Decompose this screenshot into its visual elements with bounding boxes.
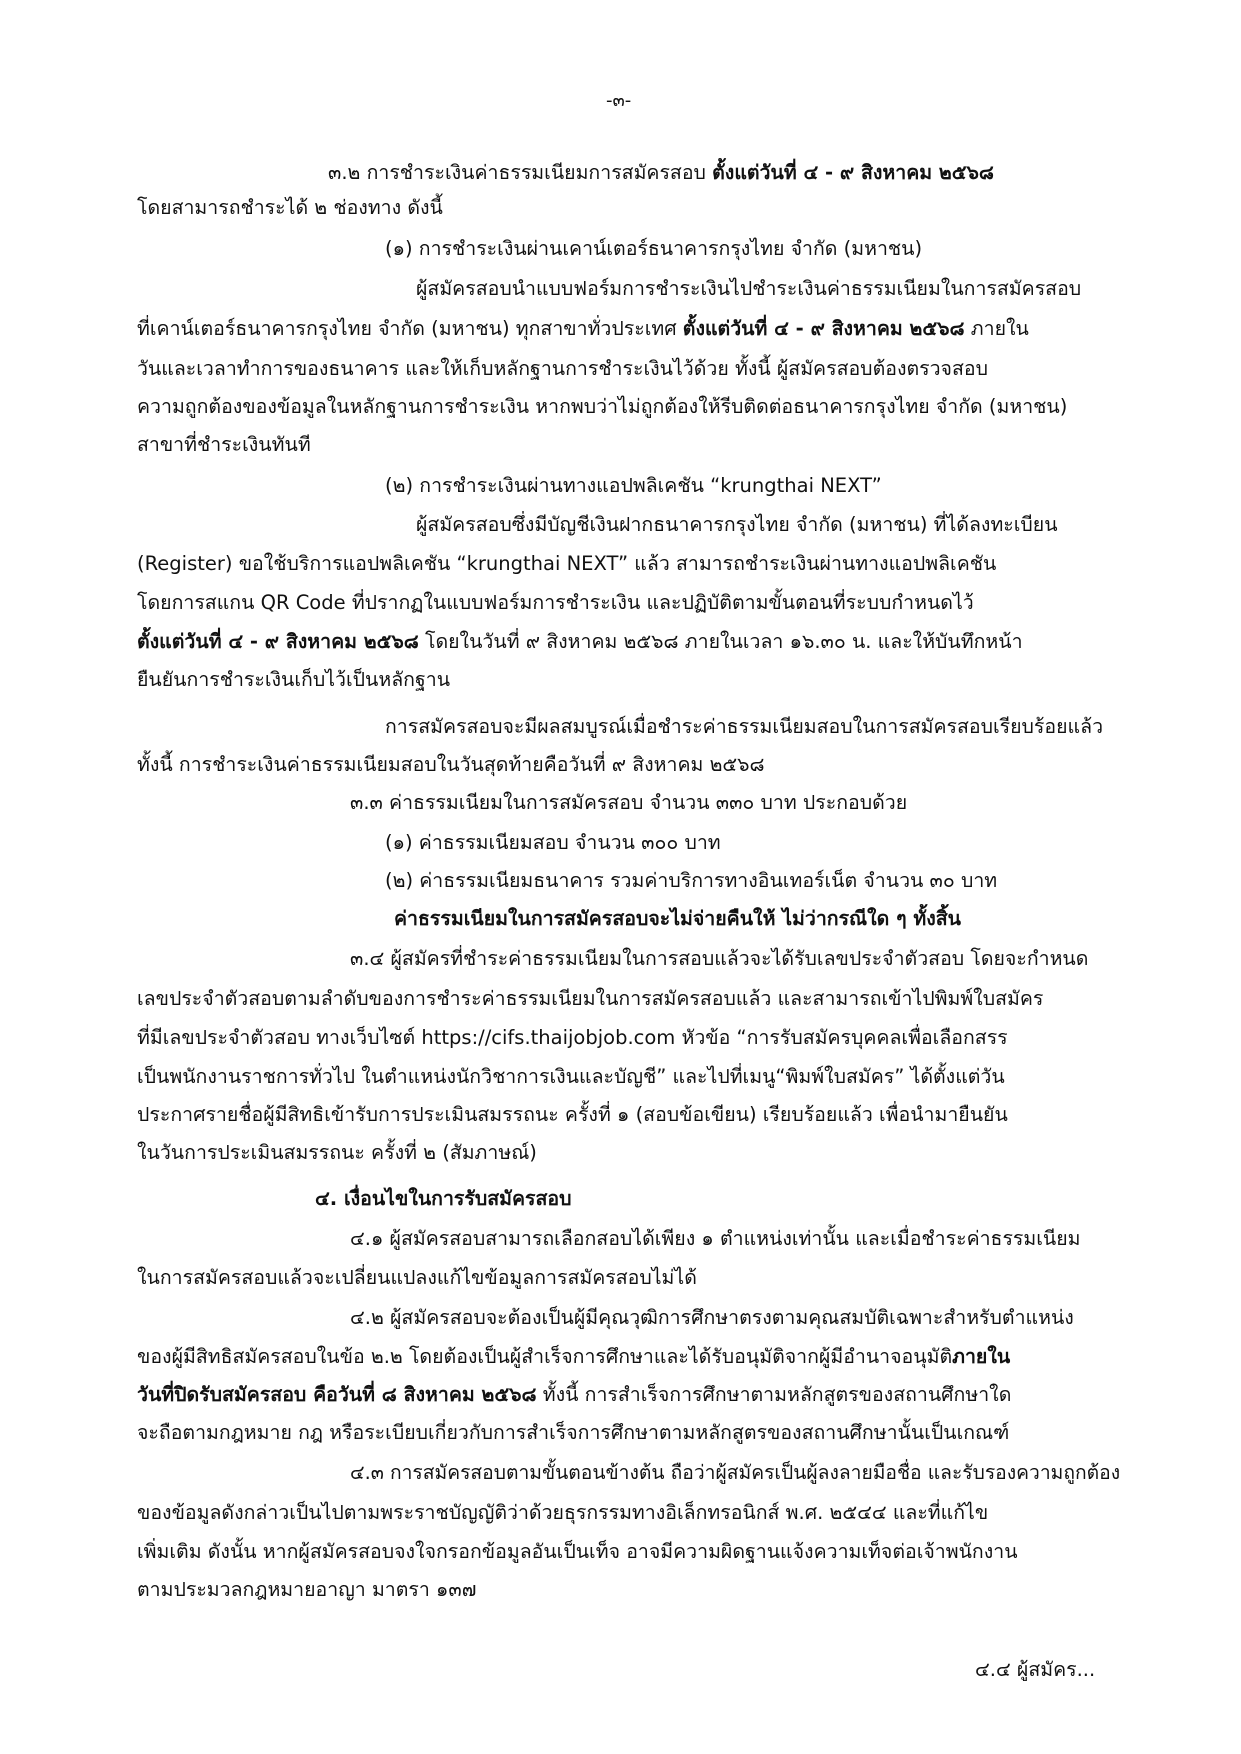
- section-4-3-line-2: ของข้อมูลดังกล่าวเป็นไปตามพระราชบัญญัติว่าด้วยธุรกรรมทางอิเล็กทรอนิกส์ พ.ศ. ๒๕๔๔ และที่แก้ไข: [137, 1501, 989, 1524]
- section-3-3-title: ๓.๓ ค่าธรรมเนียมในการสมัครสอบ จำนวน ๓๓๐ บาท ประกอบด้วย: [350, 791, 908, 814]
- completion-note-line-2: ทั้งนี้ การชำระเงินค่าธรรมเนียมสอบในวันสุดท้ายคือวันที่ ๙ สิงหาคม ๒๕๖๘: [137, 753, 765, 776]
- continuation-marker: ๔.๔ ผู้สมัคร...: [975, 1658, 1096, 1681]
- channel-2-dates: ตั้งแต่วันที่ ๔ - ๙ สิงหาคม ๒๕๖๘: [137, 630, 419, 653]
- section-3-4-line-2: เลขประจำตัวสอบตามลำดับของการชำระค่าธรรมเนียมในการสมัครสอบแล้ว และสามารถเข้าไปพิมพ์ใบสมัคร: [137, 987, 1044, 1010]
- section-4-1-line-1: ๔.๑ ผู้สมัครสอบสามารถเลือกสอบได้เพียง ๑ ตำแหน่งเท่านั้น และเมื่อชำระค่าธรรมเนียม: [350, 1227, 1081, 1250]
- section-3-4-line-6: ในวันการประเมินสมรรถนะ ครั้งที่ ๒ (สัมภาษณ์): [137, 1141, 537, 1164]
- section-3-2-dates: ตั้งแต่วันที่ ๔ - ๙ สิงหาคม ๒๕๖๘: [712, 161, 994, 184]
- channel-2-line-1: ผู้สมัครสอบซึ่งมีบัญชีเงินฝากธนาคารกรุงไทย จำกัด (มหาชน) ที่ได้ลงทะเบียน: [416, 513, 1058, 536]
- section-4-1-line-2: ในการสมัครสอบแล้วจะเปลี่ยนแปลงแก้ไขข้อมูลการสมัครสอบไม่ได้: [137, 1266, 697, 1289]
- channel-2-line-3: โดยการสแกน QR Code ที่ปรากฏในแบบฟอร์มการชำระเงิน และปฏิบัติตามขั้นตอนที่ระบบกำหนดไว้: [137, 591, 974, 614]
- fee-item-1: (๑) ค่าธรรมเนียมสอบ จำนวน ๓๐๐ บาท: [385, 831, 721, 854]
- channel-2-text: โดยในวันที่ ๙ สิงหาคม ๒๕๖๘ ภายในเวลา ๑๖.๓๐ น. และให้บันทึกหน้า: [418, 630, 1023, 653]
- section-4-3-line-4: ตามประมวลกฎหมายอาญา มาตรา ๑๓๗: [137, 1578, 477, 1601]
- channel-1-text: ที่เคาน์เตอร์ธนาคารกรุงไทย จำกัด (มหาชน) ทุกสาขาทั่วประเทศ: [137, 317, 683, 340]
- section-4-2-line-1: ๔.๒ ผู้สมัครสอบจะต้องเป็นผู้มีคุณวุฒิการศึกษาตรงตามคุณสมบัติเฉพาะสำหรับตำแหน่ง: [350, 1306, 1074, 1329]
- channel-2-line-2: (Register) ขอใช้บริการแอปพลิเคชัน “krungthai NEXT” แล้ว สามารถชำระเงินผ่านทางแอปพลิเคชัน: [137, 552, 997, 575]
- section-3-2-line-1: [328, 160, 994, 186]
- non-refundable-warning: ค่าธรรมเนียมในการสมัครสอบจะไม่จ่ายคืนให้ ไม่ว่ากรณีใด ๆ ทั้งสิ้น: [394, 907, 961, 930]
- section-3-2-title: ๓.๒ การชำระเงินค่าธรรมเนียมการสมัครสอบ: [328, 161, 713, 184]
- closing-date: วันที่ปิดรับสมัครสอบ คือวันที่ ๘ สิงหาคม ๒๕๖๘: [137, 1383, 537, 1406]
- channel-1-text-end: ภายใน: [964, 317, 1029, 340]
- channel-1-dates: ตั้งแต่วันที่ ๔ - ๙ สิงหาคม ๒๕๖๘: [682, 317, 965, 340]
- channel-1-line-2: [137, 316, 1029, 342]
- section-4-2-line-3: [137, 1382, 1011, 1408]
- section-4-3-line-3: เพิ่มเติม ดังนั้น หากผู้สมัครสอบจงใจกรอกข้อมูลอันเป็นเท็จ อาจมีความผิดฐานแจ้งความเท็จต่อเจ้าพนักงาน: [137, 1540, 1018, 1563]
- section-3-4-line-5: ประกาศรายชื่อผู้มีสิทธิเข้ารับการประเมินสมรรถนะ ครั้งที่ ๑ (สอบข้อเขียน) เรียบร้อยแล้ว เพื่อนำมายืนยัน: [137, 1103, 1008, 1126]
- section-4-heading: ๔. เงื่อนไขในการรับสมัครสอบ: [315, 1187, 572, 1210]
- page-number: -๓-: [606, 90, 632, 111]
- section-4-2-text: ของผู้มีสิทธิสมัครสอบในข้อ ๒.๒ โดยต้องเป็นผู้สำเร็จการศึกษาและได้รับอนุมัติจากผู้มีอำนาจอนุมัติ: [137, 1345, 953, 1368]
- channel-2-line-4: [137, 629, 1023, 655]
- channel-1-line-5: สาขาที่ชำระเงินทันที: [137, 433, 311, 456]
- channel-1-title: (๑) การชำระเงินผ่านเคาน์เตอร์ธนาคารกรุงไทย จำกัด (มหาชน): [385, 237, 923, 260]
- channel-2-title: (๒) การชำระเงินผ่านทางแอปพลิเคชัน “krungthai NEXT”: [385, 474, 882, 497]
- channel-1-line-3: วันและเวลาทำการของธนาคาร และให้เก็บหลักฐานการชำระเงินไว้ด้วย ทั้งนี้ ผู้สมัครสอบต้องตรวจสอบ: [137, 357, 988, 380]
- section-4-2-text-cont: ทั้งนี้ การสำเร็จการศึกษาตามหลักสูตรของสถานศึกษาใด: [536, 1383, 1012, 1406]
- completion-note-line-1: การสมัครสอบจะมีผลสมบูรณ์เมื่อชำระค่าธรรมเนียมสอบในการสมัครสอบเรียบร้อยแล้ว: [385, 715, 1104, 738]
- channel-1-line-4: ความถูกต้องของข้อมูลในหลักฐานการชำระเงิน หากพบว่าไม่ถูกต้องให้รีบติดต่อธนาคารกรุงไทย จำกัด (มหาชน): [137, 395, 1068, 418]
- section-4-2-line-4: จะถือตามกฎหมาย กฎ หรือระเบียบเกี่ยวกับการสำเร็จการศึกษาตามหลักสูตรของสถานศึกษานั้นเป็นเกณฑ์: [137, 1421, 1010, 1444]
- channel-2-line-5: ยืนยันการชำระเงินเก็บไว้เป็นหลักฐาน: [137, 668, 451, 691]
- section-4-3-line-1: ๔.๓ การสมัครสอบตามขั้นตอนข้างต้น ถือว่าผู้สมัครเป็นผู้ลงลายมือชื่อ และรับรองความถูกต้อง: [350, 1461, 1121, 1484]
- section-3-2-line-2: โดยสามารถชำระได้ ๒ ช่องทาง ดังนี้: [137, 196, 443, 219]
- section-4-2-emphasis: ภายใน: [952, 1345, 1011, 1368]
- section-3-4-line-4: เป็นพนักงานราชการทั่วไป ในตำแหน่งนักวิชาการเงินและบัญชี” และไปที่เมนู“พิมพ์ใบสมัคร” ได้ตั้งแต่วัน: [137, 1065, 1005, 1088]
- section-4-2-line-2: [137, 1344, 1010, 1370]
- fee-item-2: (๒) ค่าธรรมเนียมธนาคาร รวมค่าบริการทางอินเทอร์เน็ต จำนวน ๓๐ บาท: [385, 869, 998, 892]
- section-3-4-line-1: ๓.๔ ผู้สมัครที่ชำระค่าธรรมเนียมในการสอบแล้วจะได้รับเลขประจำตัวสอบ โดยจะกำหนด: [350, 947, 1089, 970]
- section-3-4-line-3: ที่มีเลขประจำตัวสอบ ทางเว็บไซต์ https://cifs.thaijobjob.com หัวข้อ “การรับสมัครบุคคลเพื่อเลือกสรร: [137, 1026, 1008, 1049]
- channel-1-line-1: ผู้สมัครสอบนำแบบฟอร์มการชำระเงินไปชำระเงินค่าธรรมเนียมในการสมัครสอบ: [416, 277, 1082, 300]
